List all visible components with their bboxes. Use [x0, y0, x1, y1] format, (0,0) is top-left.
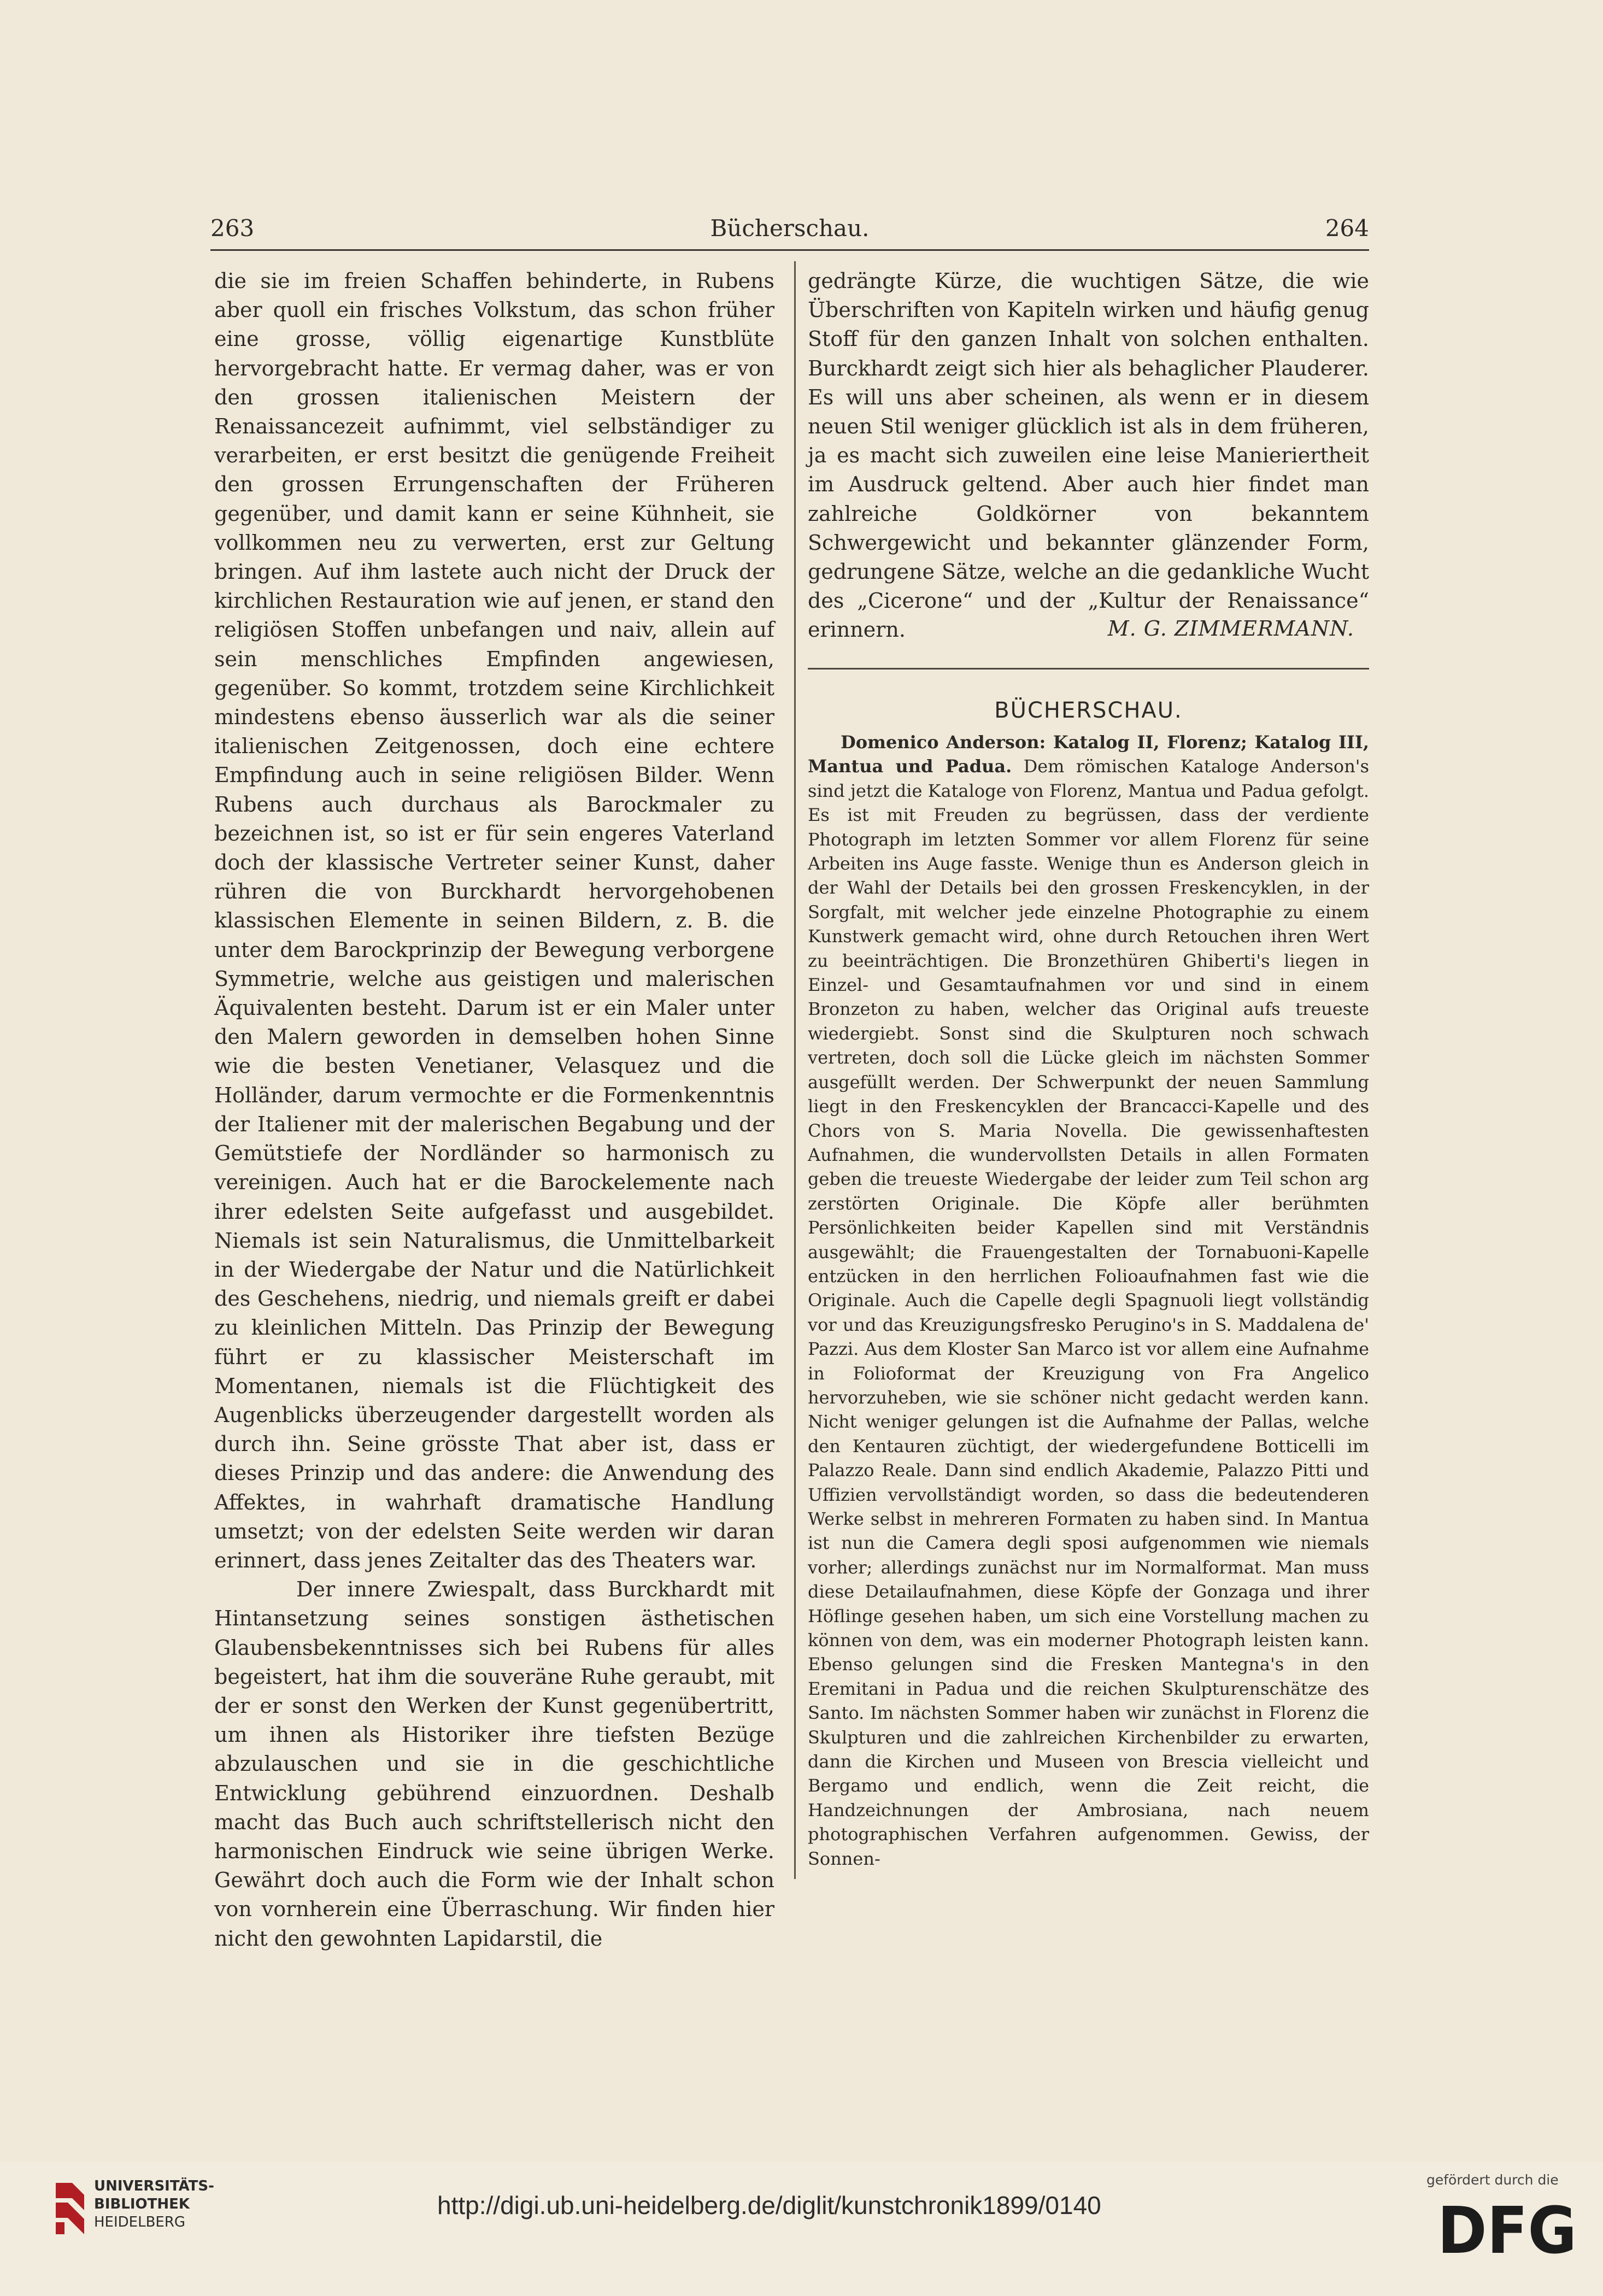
- library-name-line-2: BIBLIOTHEK: [94, 2196, 190, 2212]
- left-paragraph-1: die sie im freien Schaffen behinderte, in Rubens aber quoll ein frisches Volkstum, das schon früher eine grosse, völlig eigenartige Kunstblüte hervorgebracht hatte. Er vermag daher, was er von den grossen italienischen Meistern der Renaissancezeit aufnimmt, viel selbständiger zu verarbeiten, er erst besitzt die genügende Freiheit den grossen Errungenschaften der Früheren gegenüber, und damit kann er seine Kühnheit, sie vollkommen neu zu verwerten, erst zur Geltung bringen. Auf ihm lastete auch nicht der Druck der kirchlichen Restauration wie auf jenen, er stand den religiösen Stoffen unbefangen und naiv, allein auf sein menschliches Empfinden angewiesen, gegenüber. So kommt, trotzdem seine Kirchlichkeit mindestens ebenso äusserlich war als die seiner italienischen Zeitgenossen, doch eine echtere Empfindung auch in seine religiösen Bilder. Wenn Rubens auch durchaus als Barockmaler zu bezeichnen ist, so ist er für sein engeres Vaterland doch der klassische Vertreter seiner Kunst, daher rühren die von Burckhardt hervorgehobenen klassischen Elemente in seinen Bildern, z. B. die unter dem Barockprinzip der Bewegung verborgene Symmetrie, welche aus geistigen und malerischen Äquivalenten besteht. Darum ist er ein Maler unter den Malern geworden in demselben hohen Sinne wie die besten Venetianer, Velasquez und die Holländer, darum vermochte er die Formenkenntnis der Italiener mit der malerischen Begabung und der Gemütstiefe der Nordländer so harmonisch zu vereinigen. Auch hat er die Barockelemente nach ihrer edelsten Seite aufgefasst und ausgebildet. Niemals ist sein Naturalismus, die Unmittelbarkeit in der Wiedergabe der Natur und die Natürlichkeit des Geschehens, niedrig, und niemals greift er dabei zu kleinlichen Mitteln. Das Prinzip der Bewegung führt er zu klassischer Meisterschaft im Momentanen, niemals ist die Flüchtigkeit des Augenblicks überzeugender dargestellt worden als durch ihn. Seine grösste That aber ist, dass er dieses Prinzip und das andere: die Anwendung des Affektes, in wahrhaft dramatische Handlung umsetzt; von der edelsten Seite werden wir daran erinnert, dass jenes Zeitalter das des Theaters war.: [214, 269, 774, 1572]
- column-divider: [794, 261, 796, 1879]
- right-paragraph-1: gedrängte Kürze, die wuchtigen Sätze, die wie Überschriften von Kapiteln wirken und häufig genug Stoff für den ganzen Inhalt von solchen enthalten. Burckhardt zeigt sich hier als behaglicher Plauderer. Es will uns aber scheinen, als wenn er in diesem neuen Stil weniger glücklich ist als in dem früheren, ja es macht sich zuweilen eine leise Manieriertheit im Ausdruck geltend. Aber auch hier findet man zahlreiche Goldkörner von bekanntem Schwergewicht und bekannter glänzender Form, gedrungene Sätze, welche an die gedankliche Wucht des „Cicerone“ und der „Kultur der Renaissance“ erinnern.: [808, 269, 1369, 642]
- library-name-line-3: HEIDELBERG: [94, 2214, 186, 2230]
- section-rule: [808, 668, 1369, 670]
- page-number-right: 264: [1325, 215, 1369, 242]
- header-rule: [210, 249, 1369, 251]
- review-block: [808, 730, 1369, 1871]
- running-header: [210, 212, 1369, 245]
- review-paragraph: [808, 730, 1369, 1871]
- dfg-logo-icon: [1437, 2199, 1579, 2259]
- university-library-logo-icon: [50, 2178, 89, 2239]
- digitization-footer: [0, 2162, 1603, 2296]
- left-column: [214, 267, 774, 1953]
- author-signature: M. G. ZIMMERMANN.: [1107, 616, 1354, 641]
- section-title: BÜCHERSCHAU.: [994, 698, 1183, 723]
- left-paragraph-2: Der innere Zwiespalt, dass Burckhardt mit Hintansetzung seines sonstigen ästhetischen Glaubensbekenntnisses sich bei Rubens für alles begeistert, hat ihm die souveräne Ruhe geraubt, mit der er sonst den Werken der Kunst gegenübertritt, um ihnen als Historiker ihre tiefsten Bezüge abzulauschen und sie in die geschichtliche Entwicklung gebührend einzuordnen. Deshalb macht das Buch auch schriftstellerisch nicht den harmonischen Eindruck wie seine übrigen Werke. Gewährt doch auch die Form wie der Inhalt schon von vornherein eine Überraschung. Wir finden hier nicht den gewohnten Lapidarstil, die: [214, 1577, 774, 1951]
- page-number-left: 263: [210, 215, 255, 242]
- review-heading: Domenico Anderson: Katalog II, Florenz; Katalog III, Mantua und Padua.: [808, 732, 1369, 777]
- source-url: http://digi.ub.uni-heidelberg.de/diglit/kunstchronik1899/0140: [437, 2191, 1101, 2219]
- running-title: Bücherschau.: [710, 215, 870, 242]
- library-name: [94, 2177, 214, 2232]
- library-name-line-1: UNIVERSITÄTS-: [94, 2178, 214, 2194]
- dfg-logo-text: DFG: [1437, 2199, 1577, 2259]
- right-column-continuation: [808, 267, 1369, 645]
- review-body: Dem römischen Kataloge Anderson's sind jetzt die Kataloge von Florenz, Mantua und Padua gefolgt. Es ist mit Freuden zu begrüssen, dass der verdiente Photograph im letzten Sommer vor allem Florenz für seine Arbeiten ins Auge fasste. Wenige thun es Anderson gleich in der Wahl der Details bei den grossen Freskencyklen, in der Sorgfalt, mit welcher jede einzelne Photographie zu einem Kunstwerk gemacht wird, ohne durch Retouchen ihren Wert zu beeinträchtigen. Die Bronzethüren Ghiberti's liegen in Einzel- und Gesamtaufnahmen vor und sind in einem Bronzeton zu haben, welcher das Original aufs treueste wiedergiebt. Sonst sind die Skulpturen noch schwach vertreten, doch soll die Lücke gleich im nächsten Sommer ausgefüllt werden. Der Schwerpunkt der neuen Sammlung liegt in den Freskencyklen der Brancacci-Kapelle und des Chors von S. Maria Novella. Die gewissenhaftesten Aufnahmen, die wundervollsten Details in allen Formaten geben die treueste Wiedergabe der leider zum Teil schon arg zerstörten Originale. Die Köpfe aller berühmten Persönlichkeiten beider Kapellen sind mit Verständnis ausgewählt; die Frauengestalten der Tornabuoni-Kapelle entzücken in den herrlichen Folioaufnahmen fast wie die Originale. Auch die Capelle degli Spagnuoli liegt vollständig vor und das Kreuzigungsfresko Perugino's in S. Maddalena de' Pazzi. Aus dem Kloster San Marco ist vor allem eine Aufnahme in Folioformat der Kreuzigung von Fra Angelico hervorzuheben, wie sie schöner nicht gedacht werden kann. Nicht weniger gelungen ist die Aufnahme der Pallas, welche den Kentauren züchtigt, der wiedergefundene Botticelli im Palazzo Reale. Dann sind endlich Akademie, Palazzo Pitti und Uffizien vervollständigt worden, so dass die bedeutenderen Werke selbst in mehreren Formaten zu haben sind. In Mantua ist nun die Camera degli sposi aufgenommen wie niemals vorher; allerdings zunächst nur im Normalformat. Man muss diese Detailaufnahmen, diese Köpfe der Gonzaga und ihrer Höflinge gesehen haben, um sich eine Vorstellung machen zu können von dem, was ein moderner Photograph leisten kann. Ebenso gelungen sind die Fresken Mantegna's in den Eremitani in Padua und die reichen Skulpturenschätze des Santo. Im nächsten Sommer haben wir zunächst in Florenz die Skulpturen und die zahlreichen Kirchenbilder zu erwarten, dann die Kirchen und Museen von Brescia vielleicht und Bergamo und endlich, wenn die Zeit reicht, die Handzeichnungen der Ambrosiana, nach neuem photographischen Verfahren aufgenommen. Gewiss, der Sonnen-: [808, 756, 1370, 1869]
- funded-by-label: gefördert durch die: [1426, 2172, 1559, 2188]
